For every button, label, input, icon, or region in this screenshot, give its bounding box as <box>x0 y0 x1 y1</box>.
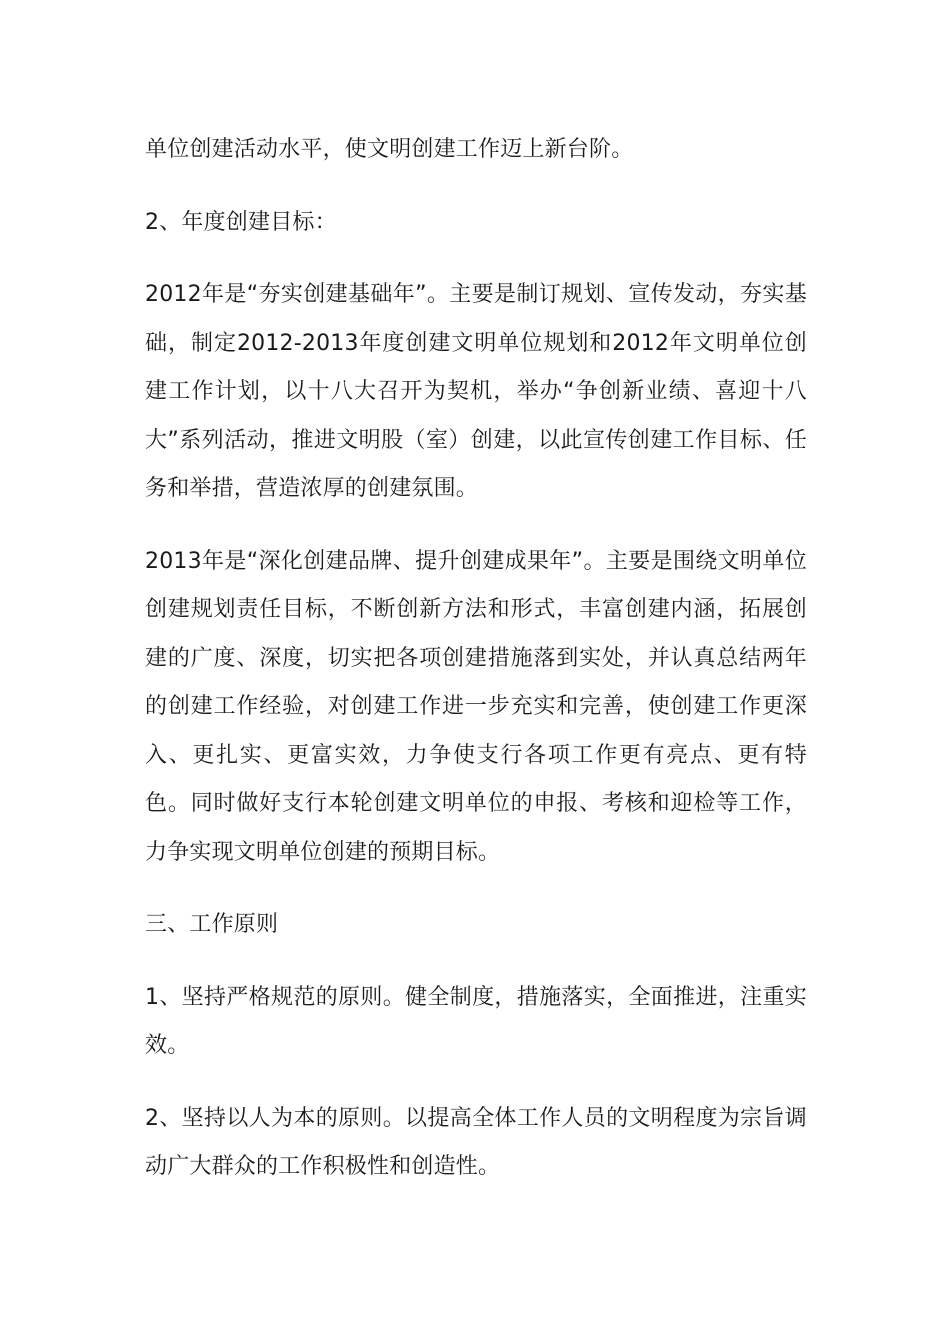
paragraph-principle-1: 1、坚持严格规范的原则。健全制度，措施落实，全面推进，注重实效。 <box>145 984 807 1058</box>
paragraph-2013-goal: 2013年是“深化创建品牌、提升创建成果年”。主要是围绕文明单位创建规划责任目标，不断创新方法和形式，丰富创建内涵，拓展创建的广度、深度，切实把各项创建措施落到实处，并认真总结两年的创建工作经验，对创建工作进一步充实和完善，使创建工作更深入、更扎实、更富实效，力争使支行各项工作更有亮点、更有特色。同时做好支行本轮创建文明单位的申报、考核和迎检等工作，力争实现文明单位创建的预期目标。 <box>145 548 807 865</box>
paragraph-2012-goal: 2012年是“夯实创建基础年”。主要是制订规划、宣传发动，夯实基础，制定2012-2013年度创建文明单位规划和2012年文明单位创建工作计划，以十八大召开为契机，举办“争创新业绩、喜迎十八大”系列活动，推进文明股（室）创建，以此宣传创建工作目标、任务和举措，营造浓厚的创建氛围。 <box>145 282 807 501</box>
heading-work-principles: 三、工作原则 <box>145 912 279 937</box>
paragraph-principle-2: 2、坚持以人为本的原则。以提高全体工作人员的文明程度为宗旨调动广大群众的工作积极性和创造性。 <box>145 1105 807 1179</box>
heading-annual-goals: 2、年度创建目标： <box>145 209 337 235</box>
paragraph-intro-continuation: 单位创建活动水平，使文明创建工作迈上新台阶。 <box>145 137 634 162</box>
document-page <box>145 126 807 1216</box>
